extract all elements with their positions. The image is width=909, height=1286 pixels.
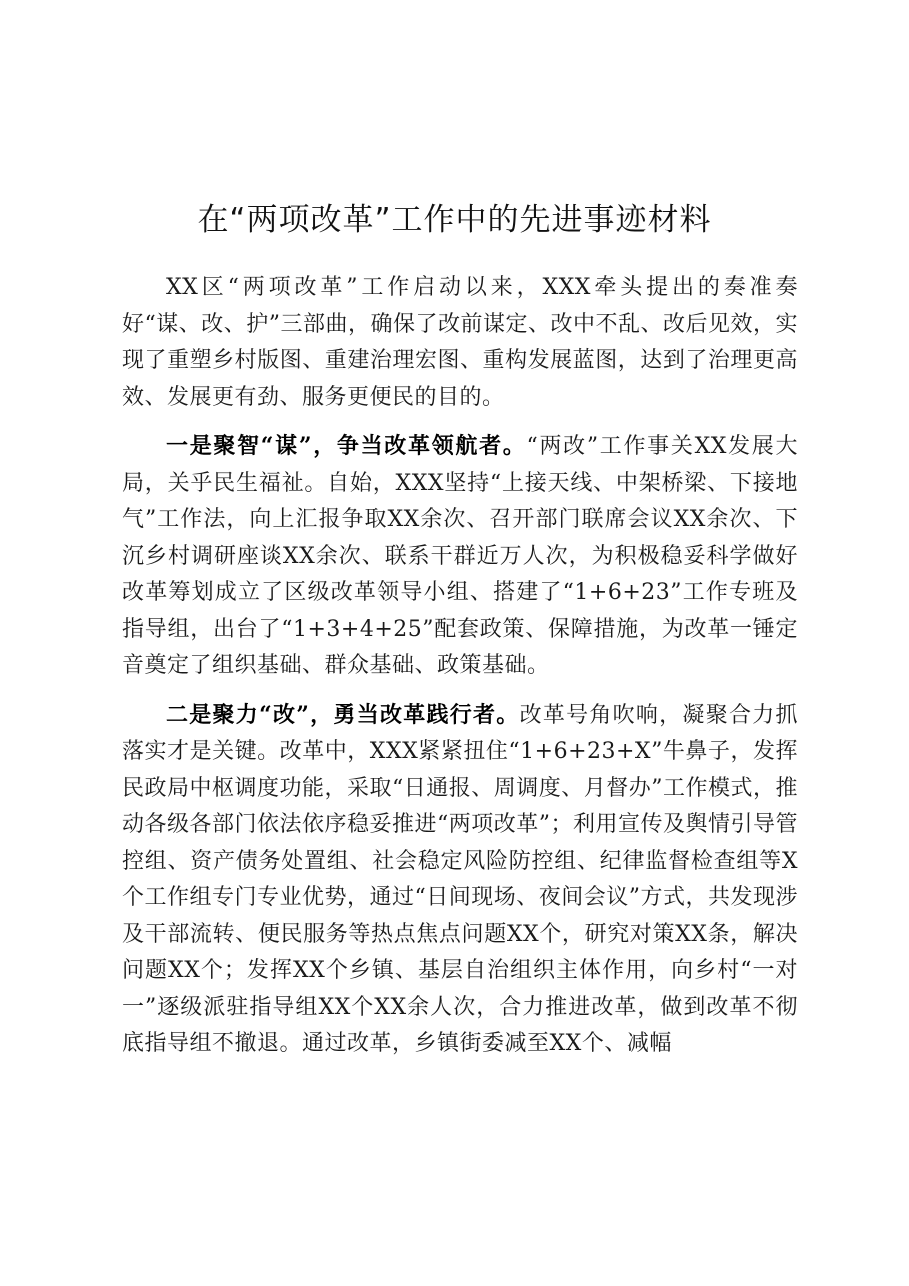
paragraph-text: XX区“两项改革”工作启动以来，XXX牵头提出的奏准奏好“谋、改、护”三部曲，确保了改前谋定、改中不乱、改后见效，实现了重塑乡村版图、重建治理宏图、重构发展蓝图，达到了治理更高效、发展更有劲、服务更便民的目的。	[122, 275, 798, 410]
paragraph-plan	[122, 428, 798, 685]
paragraph-lead: 二是聚力“改”，勇当改革践行者。	[166, 701, 520, 728]
paragraph-reform	[122, 697, 798, 1063]
paragraph-lead: 一是聚智“谋”，争当改革领航者。	[166, 433, 527, 459]
document-body	[122, 269, 798, 1075]
paragraph-text: 改革号角吹响，凝聚合力抓落实才是关键。改革中，XXX紧紧扭住“1+6+23+X”牛鼻子，发挥民政局中枢调度功能，采取“日通报、周调度、月督办”工作模式，推动各级各部门依法依序稳妥推进“两项改革”；利用宣传及舆情引导管控组、资产债务处置组、社会稳定风险防控组、纪律监督检查组等X个工作组专门专业优势，通过“日间现场、夜间会议”方式，共发现涉及干部流转、便民服务等热点焦点问题XX个，研究对策XX条，解决问题XX个；发挥XX个乡镇、基层自治组织主体作用，向乡村“一对一”逐级派驻指导组XX个XX余人次，合力推进改革，做到改革不彻底指导组不撤退。通过改革，乡镇街委减至XX个、减幅	[122, 702, 798, 1056]
paragraph-text: “两改”工作事关XX发展大局，关乎民生福祉。自始，XXX坚持“上接天线、中架桥梁、下接地气”工作法，向上汇报争取XX余次、召开部门联席会议XX余次、下沉乡村调研座谈XX余次、联系干群近万人次，为积极稳妥科学做好改革筹划成立了区级改革领导小组、搭建了“1+6+23”工作专班及指导组，出台了“1+3+4+25”配套政策、保障措施，为改革一锤定音奠定了组织基础、群众基础、政策基础。	[122, 434, 799, 678]
document-title: 在“两项改革”工作中的先进事迹材料	[197, 202, 712, 238]
paragraph-intro	[122, 269, 798, 416]
